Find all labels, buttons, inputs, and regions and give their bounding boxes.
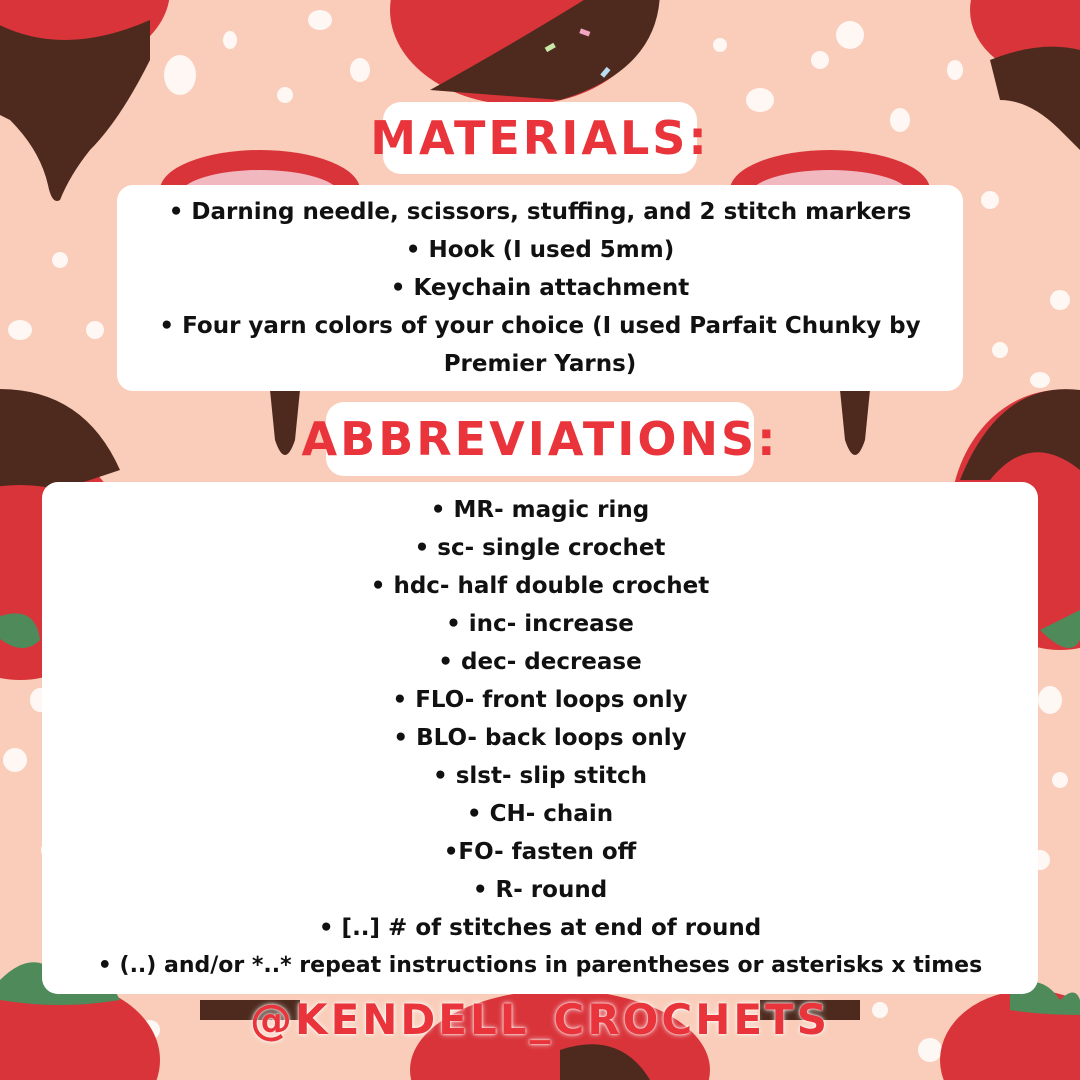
abbreviation-item: • inc- increase (446, 611, 634, 637)
abbreviation-item: • R- round (472, 877, 608, 903)
materials-item: • Four yarn colors of your choice (I used Parfait Chunky by (159, 313, 921, 339)
abbreviation-item: • dec- decrease (438, 649, 642, 675)
abbreviation-item: • [..] # of stitches at end of round (318, 915, 762, 941)
abbreviation-item: • FLO- front loops only (392, 687, 688, 713)
abbreviation-item: • (..) and/or *..* repeat instructions in parentheses or asterisks x times (97, 953, 983, 978)
abbreviations-title: ABBREVIATIONS: (301, 412, 779, 466)
materials-item: • Hook (I used 5mm) (405, 237, 675, 263)
materials-item: Premier Yarns) (443, 351, 637, 377)
abbreviations-card (42, 482, 1038, 994)
materials-title-box (370, 102, 710, 174)
abbreviation-item: • CH- chain (466, 801, 614, 827)
abbreviation-item: • slst- slip stitch (432, 763, 648, 789)
creator-handle: @KENDELL_CROCHETS (250, 995, 830, 1044)
abbreviation-item: • hdc- half double crochet (370, 573, 710, 599)
materials-item: • Darning needle, scissors, stuffing, and 2 stitch markers (168, 199, 912, 225)
abbreviation-item: •FO- fasten off (443, 839, 637, 865)
abbreviation-item: • MR- magic ring (430, 497, 650, 523)
materials-title: MATERIALS: (370, 111, 710, 165)
abbreviation-item: • BLO- back loops only (393, 725, 687, 751)
abbreviations-title-box (301, 402, 779, 476)
materials-card (117, 185, 963, 391)
abbreviation-item: • sc- single crochet (414, 535, 666, 561)
materials-item: • Keychain attachment (390, 275, 690, 301)
